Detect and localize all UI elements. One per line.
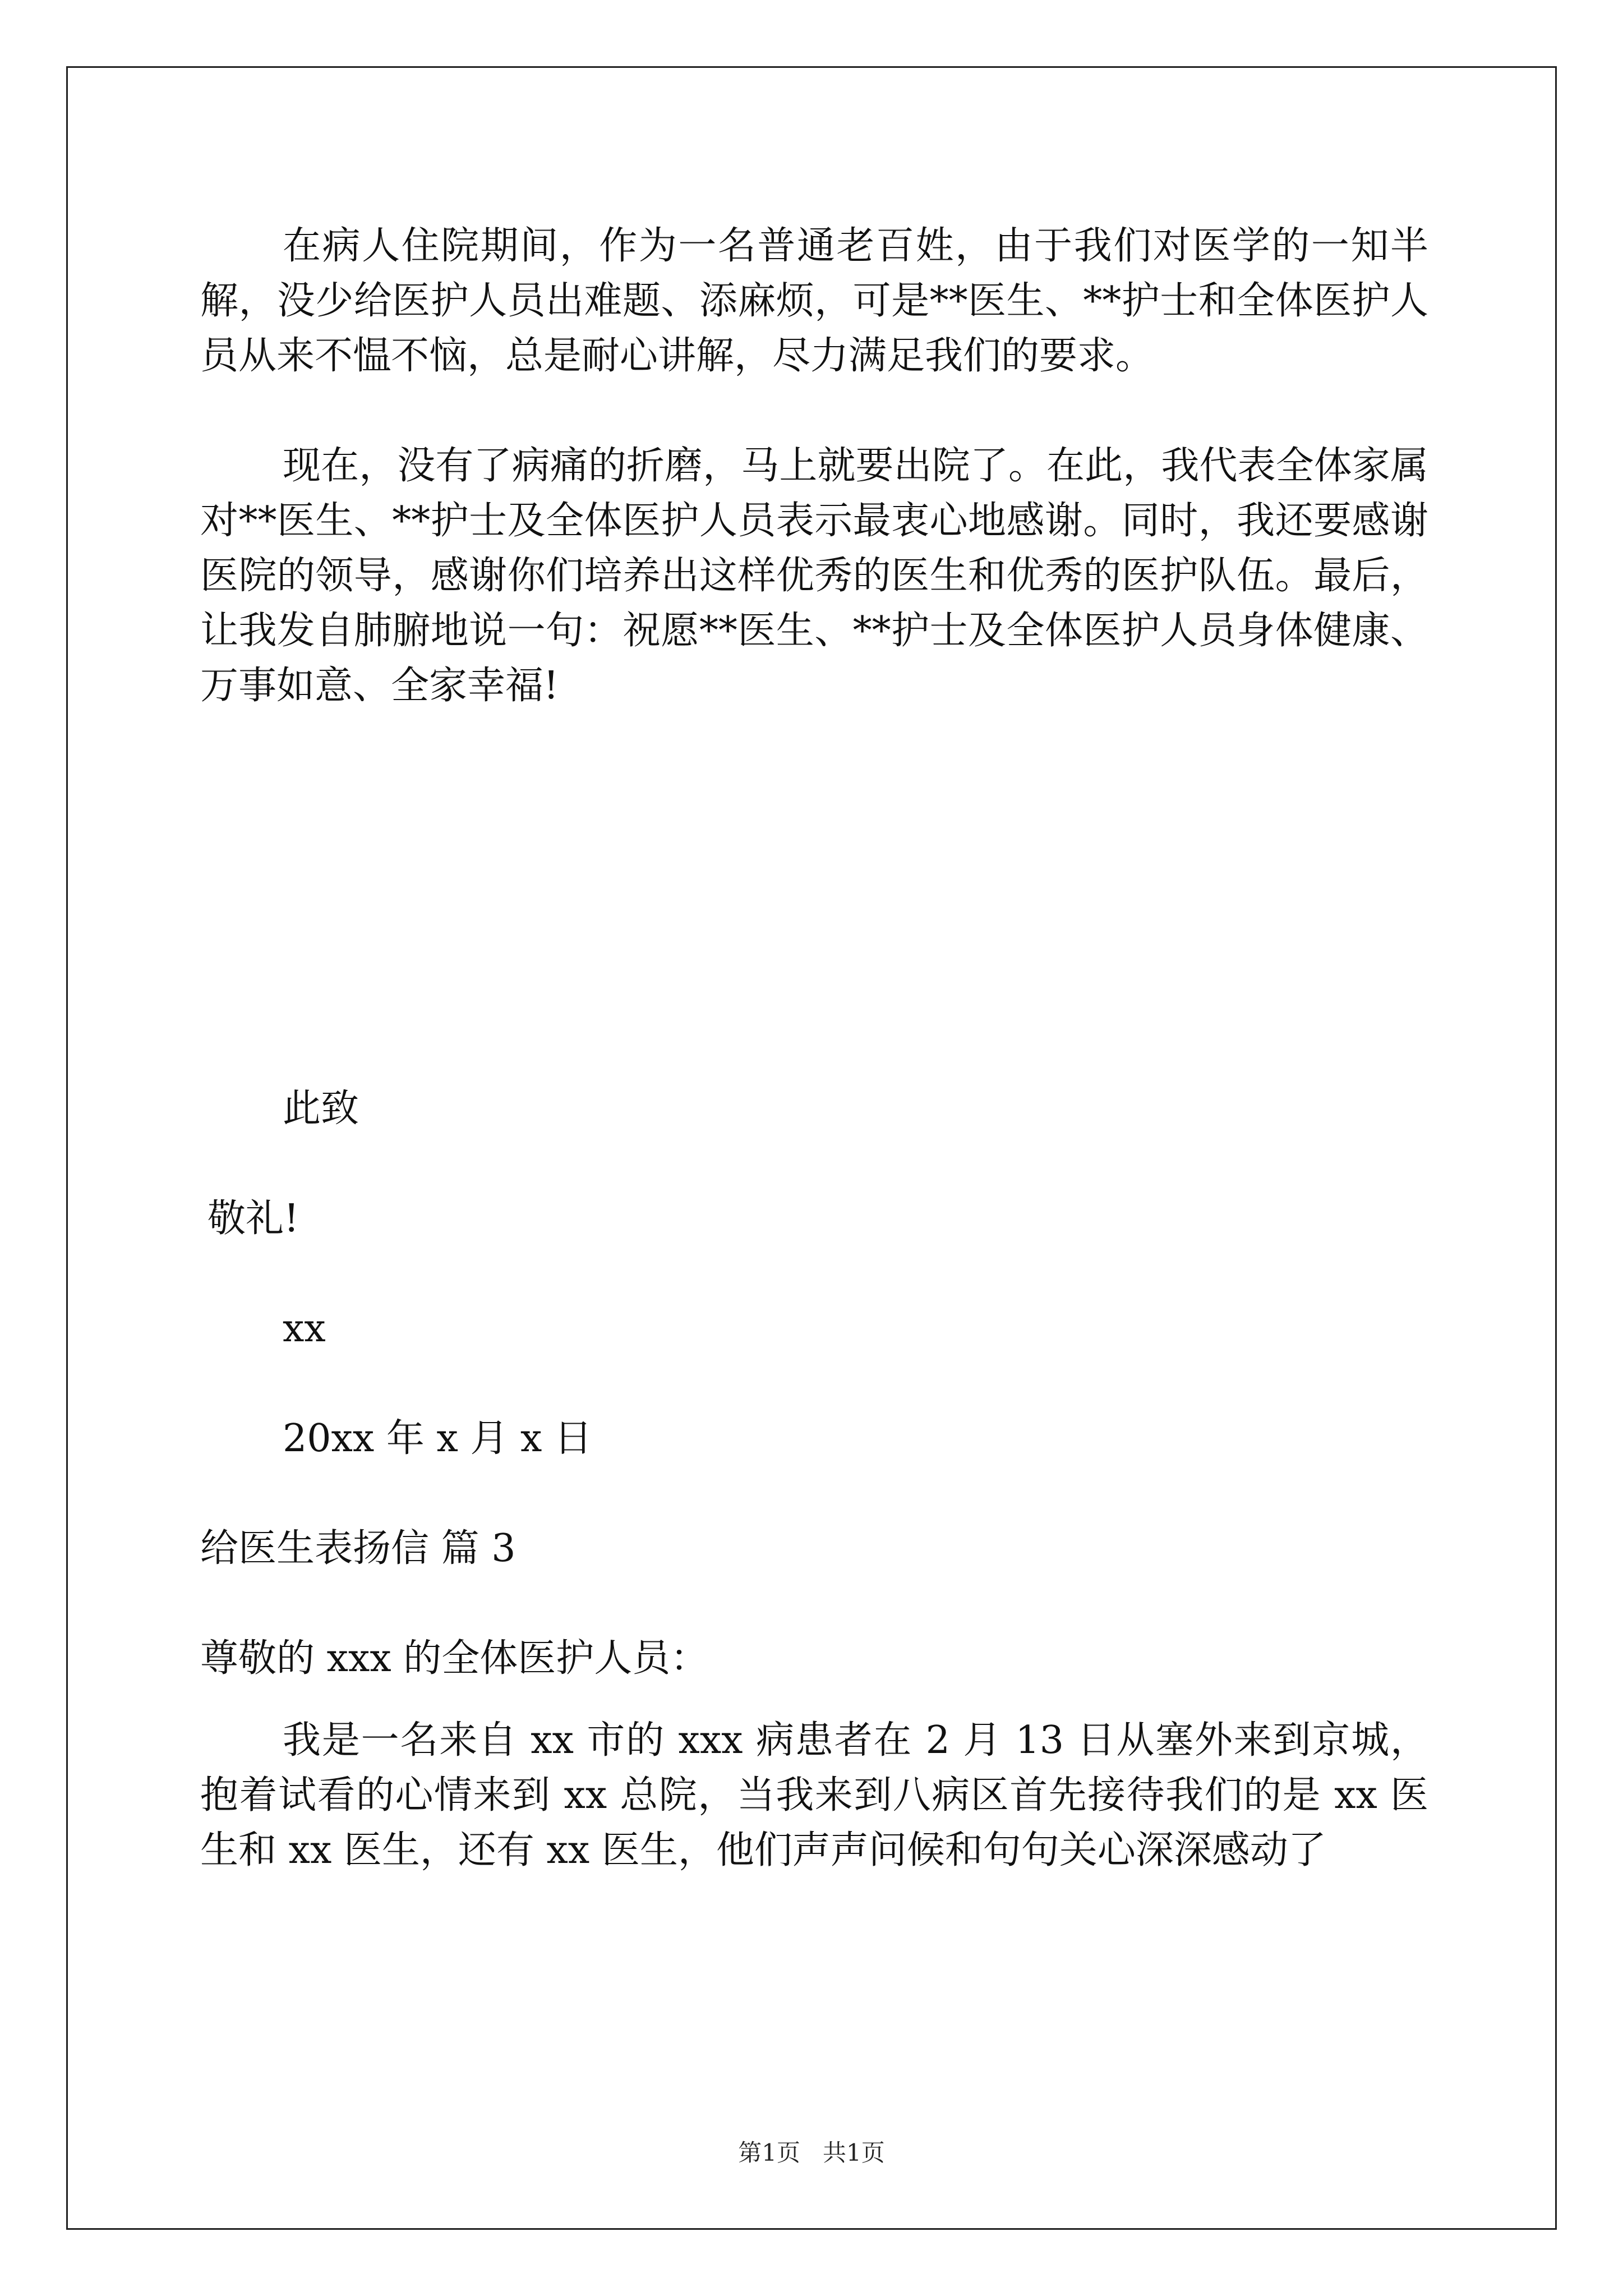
letter-body [200,219,1428,714]
section-salutation: 尊敬的 xxx 的全体医护人员： [200,1636,709,1681]
page-total: 共1页 [823,2139,885,2166]
page-number: 第1页 [738,2139,800,2166]
letter-paragraph-1: 在病人住院期间，作为一名普通老百姓，由于我们对医学的一知半解，没少给医护人员出难题、添麻烦，可是**医生、**护士和全体医护人员从来不愠不恼，总是耐心讲解，尽力满足我们的要求。 [200,224,1428,378]
page-footer [0,2136,1623,2170]
closing-text: 此致 [283,1087,359,1131]
salute-text: 敬礼! [208,1197,299,1241]
signature: xx [283,1306,326,1351]
letter-paragraph-2: 现在，没有了病痛的折磨，马上就要出院了。在此，我代表全体家属对**医生、**护士及全体医护人员表示最衷心地感谢。同时，我还要感谢医院的领导，感谢你们培养出这样优秀的医生和优秀的医护队伍。最后，让我发自肺腑地说一句：祝愿**医生、**护士及全体医护人员身体健康、万事如意、全家幸福! [200,444,1428,708]
section-body [200,1713,1428,1878]
section-paragraph: 我是一名来自 xx 市的 xxx 病患者在 2 月 13 日从塞外来到京城，抱着试看的心情来到 xx 总院，当我来到八病区首先接待我们的是 xx 医生和 xx 医生，还有 xx 医生，他们声声问候和句句关心深深感动了 [200,1718,1428,1872]
letter-date: 20xx 年 x 月 x 日 [283,1416,593,1461]
section-heading: 给医生表扬信 篇 3 [200,1526,516,1571]
